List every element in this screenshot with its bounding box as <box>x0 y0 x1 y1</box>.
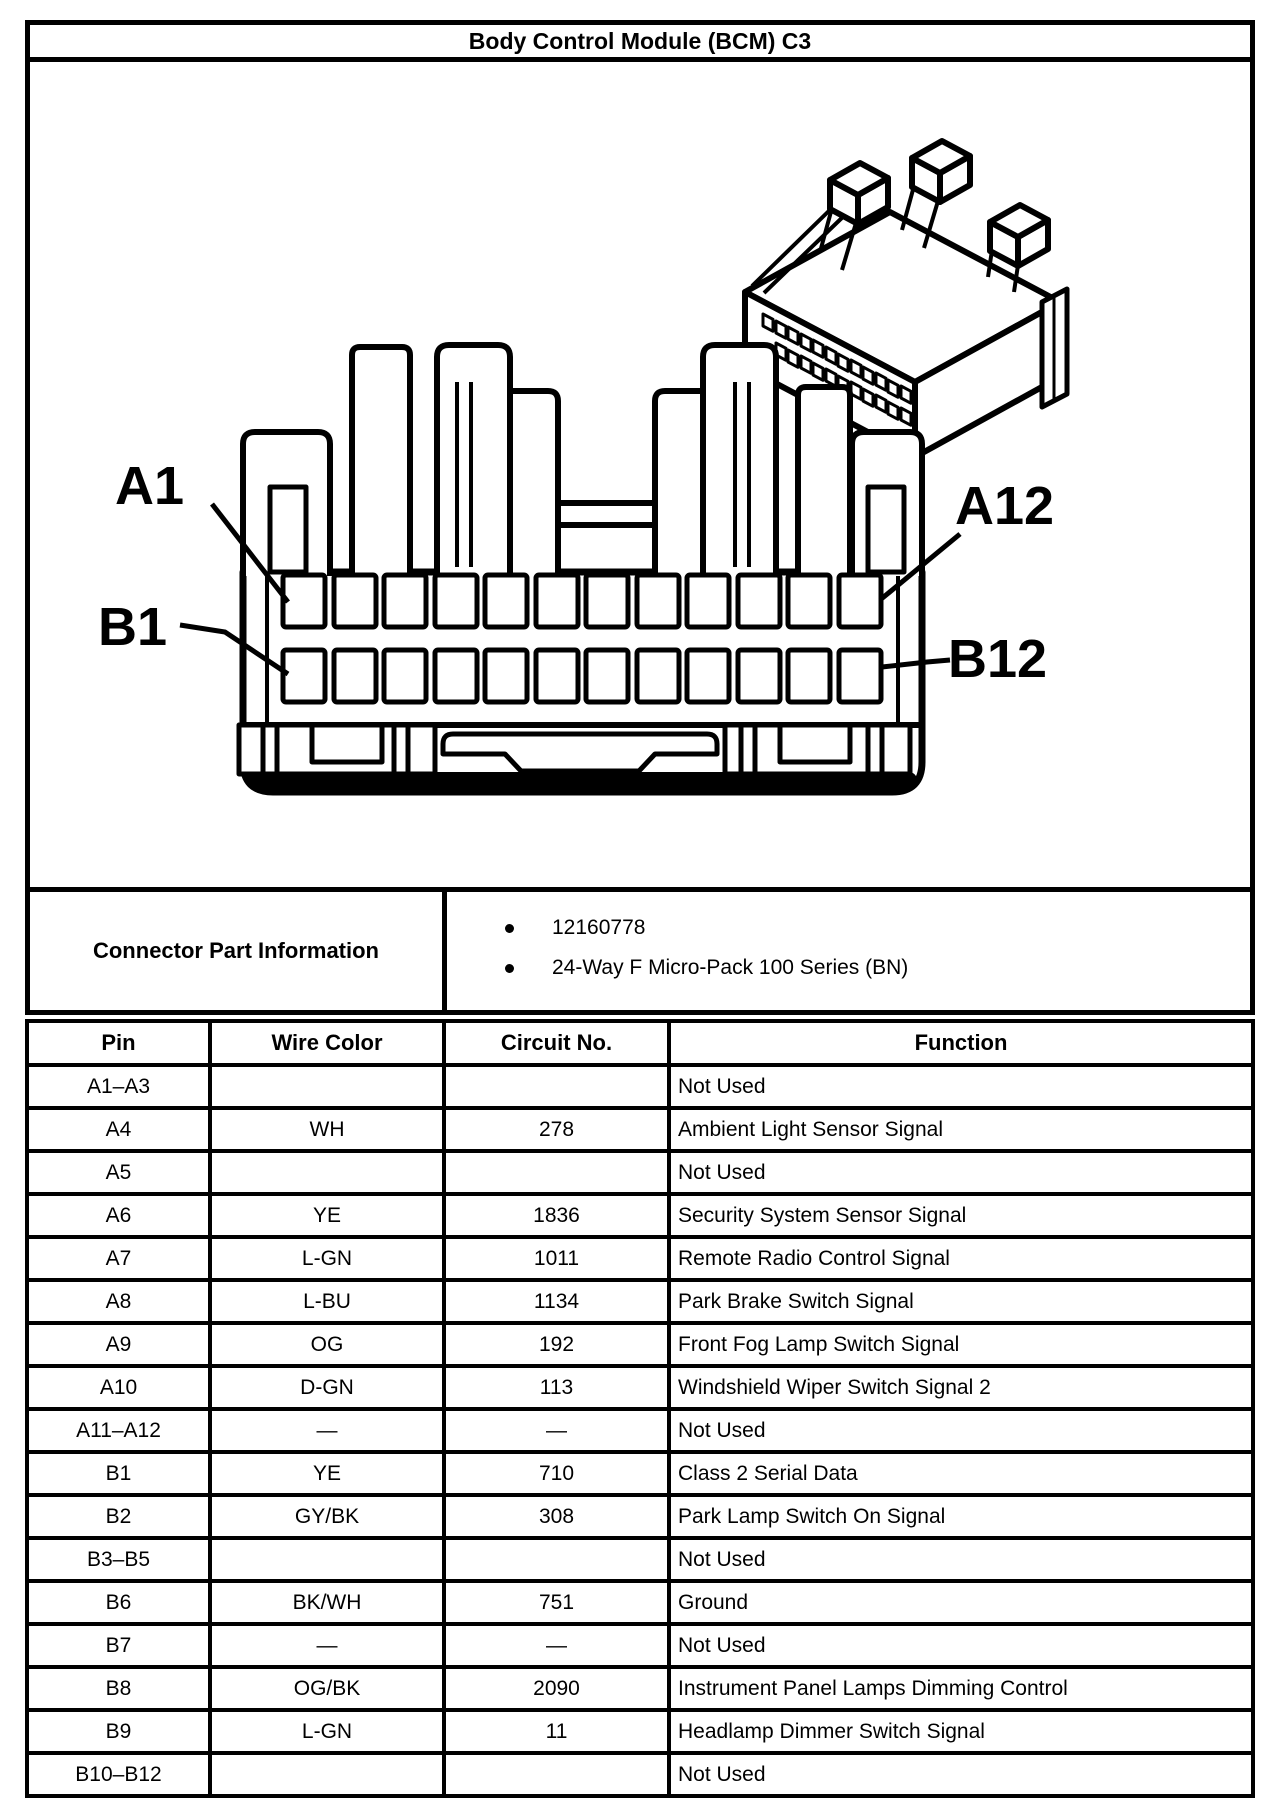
cell-pin: B1 <box>27 1452 210 1495</box>
mount-foot-left <box>239 725 435 774</box>
cell-pin: A5 <box>27 1151 210 1194</box>
list-item <box>505 948 1250 988</box>
label-pin-b12: B12 <box>948 629 1048 689</box>
table-row <box>27 1237 1253 1280</box>
cell-function: Security System Sensor Signal <box>669 1194 1253 1237</box>
pinout-table <box>25 1019 1255 1798</box>
cell-function: Ambient Light Sensor Signal <box>669 1108 1253 1151</box>
cell-circuit: 1011 <box>444 1237 669 1280</box>
table-row <box>27 1280 1253 1323</box>
label-pin-b1: B1 <box>98 597 168 657</box>
page-title: Body Control Module (BCM) C3 <box>25 20 1255 62</box>
thin-tab-right <box>798 387 850 576</box>
cell-wire: BK/WH <box>210 1581 444 1624</box>
connector-part-info-list <box>447 892 1250 1010</box>
table-row <box>27 1065 1253 1108</box>
cell-wire <box>210 1538 444 1581</box>
cell-circuit: 11 <box>444 1710 669 1753</box>
cell-circuit: 308 <box>444 1495 669 1538</box>
bullet-icon <box>505 964 514 973</box>
cell-function: Park Lamp Switch On Signal <box>669 1495 1253 1538</box>
cell-pin: B7 <box>27 1624 210 1667</box>
mount-foot-right <box>725 725 910 774</box>
cell-wire: — <box>210 1624 444 1667</box>
cell-function: Instrument Panel Lamps Dimming Control <box>669 1667 1253 1710</box>
block-left <box>510 391 558 576</box>
thin-tab-left <box>352 347 410 576</box>
connector-diagram <box>30 62 1250 887</box>
cell-circuit: 278 <box>444 1108 669 1151</box>
cell-function: Front Fog Lamp Switch Signal <box>669 1323 1253 1366</box>
connector-face-view <box>239 345 922 792</box>
col-header-function: Function <box>669 1021 1253 1065</box>
table-header-row <box>27 1021 1253 1065</box>
cell-circuit <box>444 1538 669 1581</box>
cell-pin: B3–B5 <box>27 1538 210 1581</box>
label-pin-a1: A1 <box>115 456 185 516</box>
part-number: 12160778 <box>552 916 646 939</box>
cell-circuit: 751 <box>444 1581 669 1624</box>
cell-wire: GY/BK <box>210 1495 444 1538</box>
table-row <box>27 1710 1253 1753</box>
cell-function: Park Brake Switch Signal <box>669 1280 1253 1323</box>
cell-wire: — <box>210 1409 444 1452</box>
cell-pin: B8 <box>27 1667 210 1710</box>
cell-pin: A7 <box>27 1237 210 1280</box>
cell-wire: L-GN <box>210 1237 444 1280</box>
connector-isometric-view <box>745 141 1067 462</box>
cell-wire: WH <box>210 1108 444 1151</box>
connector-part-information-section <box>25 887 1255 1015</box>
table-row <box>27 1108 1253 1151</box>
bottom-bar <box>246 772 917 789</box>
cell-circuit: 710 <box>444 1452 669 1495</box>
tall-tab-right <box>703 345 776 576</box>
block-right <box>655 391 703 576</box>
table-row <box>27 1581 1253 1624</box>
cell-function: Not Used <box>669 1538 1253 1581</box>
connector-diagram-panel <box>25 57 1255 892</box>
col-header-circuit: Circuit No. <box>444 1021 669 1065</box>
table-row <box>27 1194 1253 1237</box>
cell-circuit: 1836 <box>444 1194 669 1237</box>
cell-circuit: 192 <box>444 1323 669 1366</box>
cell-function: Headlamp Dimmer Switch Signal <box>669 1710 1253 1753</box>
cell-circuit <box>444 1151 669 1194</box>
cell-pin: A6 <box>27 1194 210 1237</box>
table-row <box>27 1409 1253 1452</box>
table-row <box>27 1753 1253 1796</box>
cell-pin: A4 <box>27 1108 210 1151</box>
col-header-pin: Pin <box>27 1021 210 1065</box>
cell-wire <box>210 1753 444 1796</box>
bullet-icon <box>505 924 514 933</box>
tower-notch <box>868 487 904 572</box>
center-bar <box>558 503 655 525</box>
cell-pin: B10–B12 <box>27 1753 210 1796</box>
table-row <box>27 1624 1253 1667</box>
table-row <box>27 1538 1253 1581</box>
label-pin-a12: A12 <box>955 476 1055 536</box>
cell-pin: A11–A12 <box>27 1409 210 1452</box>
cell-wire: D-GN <box>210 1366 444 1409</box>
table-row <box>27 1495 1253 1538</box>
table-row <box>27 1323 1253 1366</box>
cell-wire: OG/BK <box>210 1667 444 1710</box>
cell-circuit: — <box>444 1624 669 1667</box>
cell-wire: L-GN <box>210 1710 444 1753</box>
cell-pin: A9 <box>27 1323 210 1366</box>
cell-pin: A8 <box>27 1280 210 1323</box>
cell-wire: OG <box>210 1323 444 1366</box>
cell-circuit: — <box>444 1409 669 1452</box>
cell-circuit <box>444 1753 669 1796</box>
tower-notch <box>270 487 306 572</box>
cell-wire <box>210 1151 444 1194</box>
cell-function: Remote Radio Control Signal <box>669 1237 1253 1280</box>
part-description: 24-Way F Micro-Pack 100 Series (BN) <box>552 956 909 979</box>
cell-function: Class 2 Serial Data <box>669 1452 1253 1495</box>
cell-wire: L-BU <box>210 1280 444 1323</box>
cell-circuit <box>444 1065 669 1108</box>
cell-wire <box>210 1065 444 1108</box>
list-item <box>505 908 1250 948</box>
cell-pin: A10 <box>27 1366 210 1409</box>
cell-function: Not Used <box>669 1409 1253 1452</box>
cell-pin: B6 <box>27 1581 210 1624</box>
cell-circuit: 1134 <box>444 1280 669 1323</box>
cell-wire: YE <box>210 1194 444 1237</box>
cell-function: Not Used <box>669 1151 1253 1194</box>
table-row <box>27 1667 1253 1710</box>
table-row <box>27 1151 1253 1194</box>
iso-side-latch <box>1042 289 1067 407</box>
cell-function: Not Used <box>669 1624 1253 1667</box>
col-header-wire: Wire Color <box>210 1021 444 1065</box>
cell-function: Windshield Wiper Switch Signal 2 <box>669 1366 1253 1409</box>
connector-part-info-label: Connector Part Information <box>30 892 447 1010</box>
cell-wire: YE <box>210 1452 444 1495</box>
cell-circuit: 2090 <box>444 1667 669 1710</box>
cell-function: Not Used <box>669 1065 1253 1108</box>
cell-pin: B2 <box>27 1495 210 1538</box>
table-row <box>27 1366 1253 1409</box>
table-row <box>27 1452 1253 1495</box>
cell-pin: B9 <box>27 1710 210 1753</box>
tall-tab-left <box>437 345 510 576</box>
cell-circuit: 113 <box>444 1366 669 1409</box>
cell-function: Ground <box>669 1581 1253 1624</box>
cell-pin: A1–A3 <box>27 1065 210 1108</box>
cell-function: Not Used <box>669 1753 1253 1796</box>
